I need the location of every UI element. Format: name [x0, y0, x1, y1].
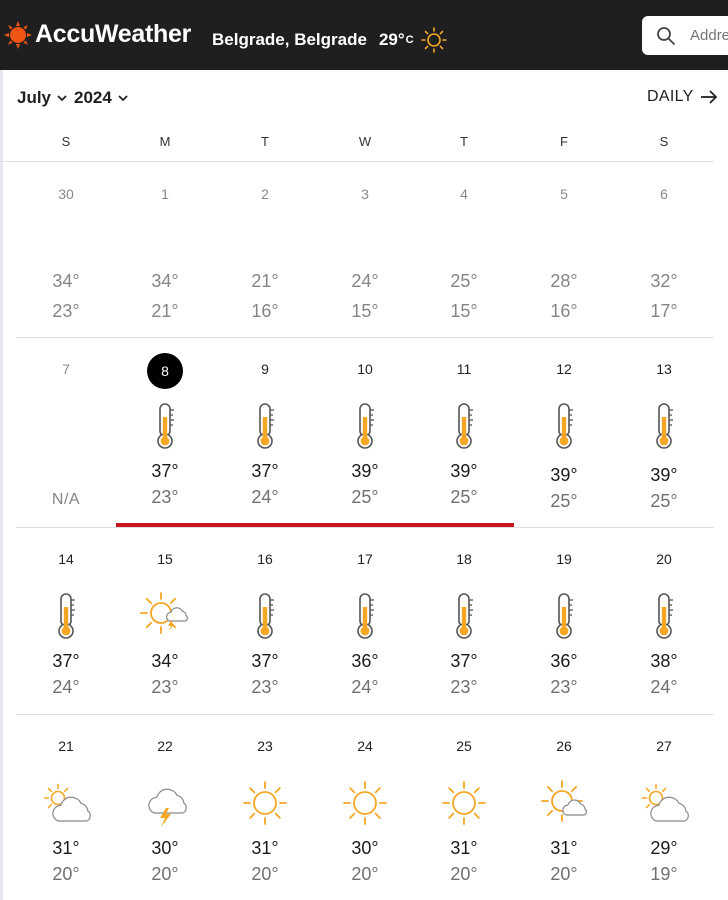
high-temperature: 34° — [151, 271, 179, 291]
high-temperature: 28° — [550, 271, 578, 291]
left-border — [0, 70, 3, 900]
low-temperature: 23° — [550, 677, 578, 697]
search-box[interactable] — [642, 16, 728, 55]
day-number: 1 — [161, 186, 169, 202]
day-number: 21 — [58, 738, 74, 754]
calendar-day[interactable] — [414, 551, 514, 741]
day-number: 13 — [656, 361, 672, 377]
calendar-day[interactable] — [315, 186, 415, 376]
low-temperature: 16° — [251, 301, 279, 321]
weekday-label: S — [659, 134, 669, 149]
chevron-down-icon — [117, 92, 129, 104]
low-temperature: 20° — [550, 864, 578, 884]
low-temperature: 23° — [450, 677, 478, 697]
calendar-day[interactable] — [614, 551, 714, 741]
day-number: 14 — [58, 551, 74, 567]
forecast-range-bar — [116, 523, 514, 527]
weekday-label: W — [358, 134, 372, 149]
high-temperature: 37° — [251, 461, 279, 481]
low-temperature: 20° — [52, 864, 80, 884]
calendar-day[interactable] — [514, 186, 614, 376]
daily-link-label: DAILY — [647, 88, 694, 105]
calendar-day[interactable] — [215, 738, 315, 900]
day-number: 2 — [261, 186, 269, 202]
high-temperature: 34° — [52, 271, 80, 291]
thermometer-icon — [340, 591, 390, 641]
sun-icon — [439, 778, 489, 828]
low-temperature: 24° — [251, 487, 279, 507]
day-number: 30 — [58, 186, 74, 202]
day-number: 3 — [361, 186, 369, 202]
day-number: 27 — [656, 738, 672, 754]
day-number: 4 — [460, 186, 468, 202]
high-temperature: 39° — [351, 461, 379, 481]
calendar-day[interactable] — [115, 738, 215, 900]
high-temperature: 32° — [650, 271, 678, 291]
low-temperature: 25° — [550, 491, 578, 511]
weekday-label: M — [159, 134, 171, 149]
day-number: 22 — [157, 738, 173, 754]
day-number: 7 — [62, 361, 70, 377]
calendar-day[interactable] — [315, 738, 415, 900]
calendar-navigation — [0, 70, 728, 126]
weekday-label: T — [261, 134, 269, 149]
high-temperature: 31° — [52, 838, 80, 858]
calendar-day[interactable] — [16, 361, 116, 551]
sun-icon — [240, 778, 290, 828]
day-number: 26 — [556, 738, 572, 754]
day-number: 16 — [257, 551, 273, 567]
low-temperature: 23° — [151, 677, 179, 697]
thermometer-icon — [140, 401, 190, 451]
thermometer-icon — [639, 401, 689, 451]
low-temperature: 23° — [151, 487, 179, 507]
day-number: 9 — [261, 361, 269, 377]
day-number: 6 — [660, 186, 668, 202]
calendar-day[interactable] — [16, 738, 116, 900]
calendar-day[interactable] — [614, 361, 714, 551]
thermometer-icon — [240, 591, 290, 641]
calendar-day[interactable] — [614, 738, 714, 900]
high-temperature: 36° — [351, 651, 379, 671]
site-header — [0, 0, 728, 70]
month-label: July — [17, 88, 52, 107]
weekday-label: S — [61, 134, 71, 149]
high-temperature: 37° — [251, 651, 279, 671]
high-temperature: 31° — [550, 838, 578, 858]
day-number: 12 — [556, 361, 572, 377]
year-selector[interactable] — [74, 88, 129, 108]
weekday-label: F — [560, 134, 568, 149]
high-temperature: 34° — [151, 651, 179, 671]
calendar-day[interactable] — [115, 551, 215, 741]
day-number: 20 — [656, 551, 672, 567]
high-temperature: 36° — [550, 651, 578, 671]
low-temperature: 24° — [650, 677, 678, 697]
low-temperature: 25° — [351, 487, 379, 507]
high-temperature: 39° — [450, 461, 478, 481]
high-temperature: 37° — [52, 651, 80, 671]
calendar-day[interactable] — [514, 551, 614, 741]
calendar-day[interactable] — [514, 361, 614, 551]
calendar-day[interactable] — [215, 186, 315, 376]
high-temperature: 37° — [151, 461, 179, 481]
search-icon — [656, 26, 676, 46]
high-temperature: 39° — [650, 465, 678, 485]
arrow-right-icon — [700, 89, 718, 105]
year-label: 2024 — [74, 88, 112, 107]
month-selector[interactable] — [17, 88, 68, 108]
search-input[interactable] — [690, 27, 728, 44]
low-temperature: 20° — [251, 864, 279, 884]
calendar-day[interactable] — [315, 551, 415, 741]
logo-text: AccuWeather — [35, 20, 192, 48]
calendar-day[interactable] — [514, 738, 614, 900]
high-temperature: 31° — [450, 838, 478, 858]
low-temperature: 24° — [351, 677, 379, 697]
chevron-down-icon — [56, 92, 68, 104]
day-number: 23 — [257, 738, 273, 754]
temperature-unit: C — [405, 34, 414, 46]
high-temperature: 30° — [351, 838, 379, 858]
low-temperature: 15° — [450, 301, 478, 321]
thermometer-icon — [539, 401, 589, 451]
calendar-day[interactable] — [414, 738, 514, 900]
calendar-day[interactable] — [614, 186, 714, 376]
current-location[interactable] — [212, 26, 448, 54]
day-number: 19 — [556, 551, 572, 567]
low-temperature: 17° — [650, 301, 678, 321]
low-temperature: 20° — [450, 864, 478, 884]
day-number: 17 — [357, 551, 373, 567]
thermometer-icon — [439, 591, 489, 641]
day-number: 15 — [157, 551, 173, 567]
calendar-day[interactable] — [414, 186, 514, 376]
day-number: 25 — [456, 738, 472, 754]
current-temperature: 29° — [378, 30, 405, 49]
week-divider — [0, 161, 714, 162]
high-temperature: 30° — [151, 838, 179, 858]
low-temperature: 23° — [52, 301, 80, 321]
sun-icon — [340, 778, 390, 828]
current-sun-icon — [420, 26, 448, 54]
high-temperature: 31° — [251, 838, 279, 858]
high-temperature: 24° — [351, 271, 379, 291]
low-temperature: 23° — [251, 677, 279, 697]
calendar-day[interactable] — [215, 551, 315, 741]
thermometer-icon — [240, 401, 290, 451]
high-temperature: 39° — [550, 465, 578, 485]
thermometer-icon — [41, 591, 91, 641]
high-temperature: 29° — [650, 838, 678, 858]
low-temperature: 24° — [52, 677, 80, 697]
thermometer-icon — [539, 591, 589, 641]
day-number: 18 — [456, 551, 472, 567]
mostly-sunny-icon — [539, 778, 589, 828]
calendar-day[interactable] — [115, 186, 215, 376]
daily-view-link[interactable] — [647, 88, 718, 106]
low-temperature: 20° — [151, 864, 179, 884]
low-temperature: 19° — [650, 864, 678, 884]
weekday-label: T — [460, 134, 468, 149]
sun-thunder-cloud-icon — [140, 591, 190, 641]
day-number: 24 — [357, 738, 373, 754]
logo-sun-icon — [4, 21, 32, 49]
calendar-day[interactable] — [16, 186, 116, 376]
thermometer-icon — [340, 401, 390, 451]
no-data-label: N/A — [51, 491, 81, 508]
high-temperature: 38° — [650, 651, 678, 671]
partly-sunny-icon — [639, 778, 689, 828]
low-temperature: 20° — [351, 864, 379, 884]
low-temperature: 15° — [351, 301, 379, 321]
calendar-day[interactable] — [16, 551, 116, 741]
high-temperature: 21° — [251, 271, 279, 291]
day-number: 5 — [560, 186, 568, 202]
accuweather-logo[interactable] — [4, 20, 191, 49]
today-date-marker: 8 — [147, 353, 183, 389]
low-temperature: 25° — [650, 491, 678, 511]
day-number: 10 — [357, 361, 373, 377]
day-number: 11 — [456, 361, 472, 377]
location-name: Belgrade, Belgrade — [212, 30, 367, 49]
high-temperature: 25° — [450, 271, 478, 291]
thermometer-icon — [439, 401, 489, 451]
partly-sunny-icon — [41, 778, 91, 828]
thermometer-icon — [639, 591, 689, 641]
high-temperature: 37° — [450, 651, 478, 671]
low-temperature: 16° — [550, 301, 578, 321]
low-temperature: 21° — [151, 301, 179, 321]
thunderstorm-icon — [140, 778, 190, 828]
low-temperature: 25° — [450, 487, 478, 507]
